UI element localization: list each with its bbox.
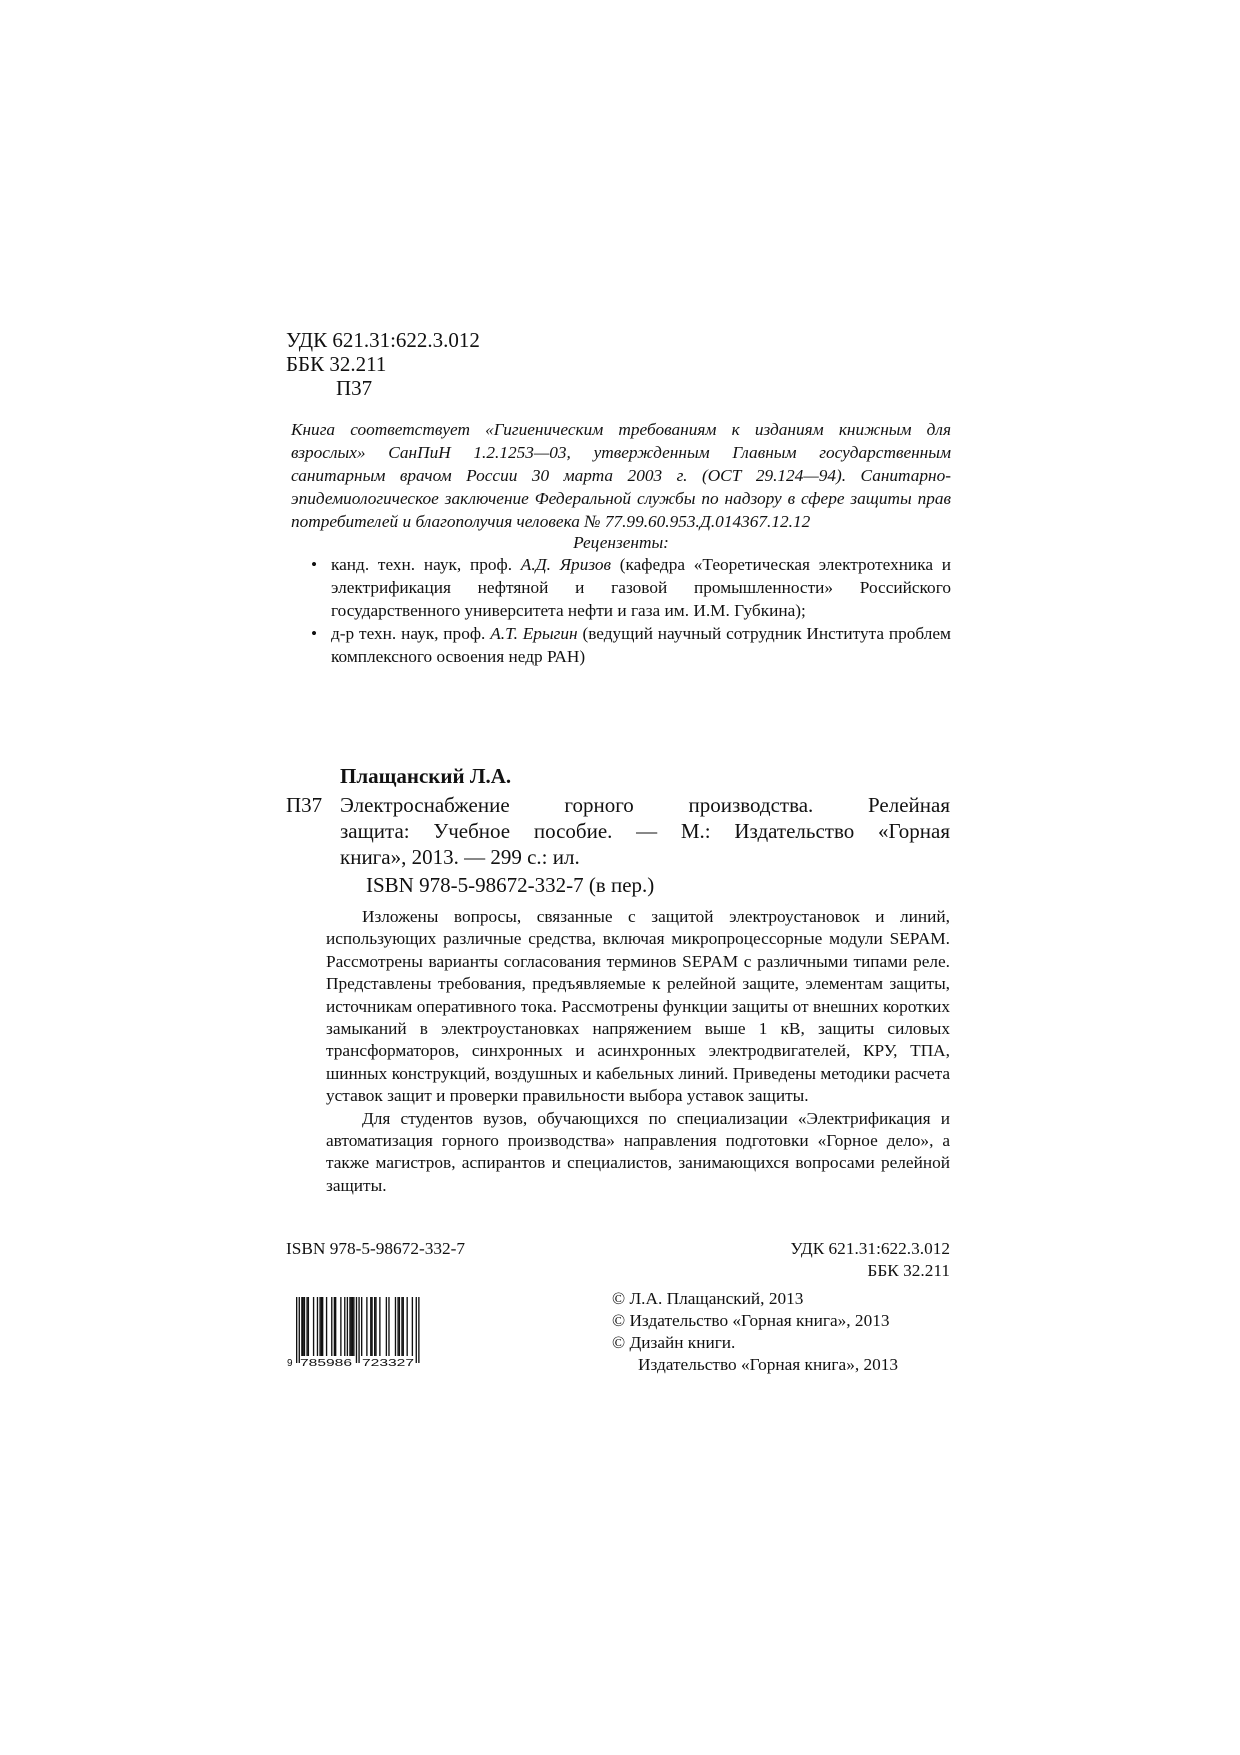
reviewers-title: Рецензенты: — [573, 533, 669, 552]
barcode-bar — [356, 1297, 357, 1363]
barcode-bar — [416, 1297, 417, 1363]
barcode-bar — [347, 1297, 348, 1356]
copyright-line: © Издательство «Горная книга», 2013 — [612, 1311, 890, 1330]
udk-code: УДК 621.31:622.3.012 — [286, 328, 480, 352]
barcode-bar — [344, 1297, 345, 1356]
barcode-bar — [319, 1297, 320, 1356]
barcode-bar — [306, 1297, 307, 1356]
reviewer-item — [291, 553, 951, 622]
copyright-line: Издательство «Горная книга», 2013 — [638, 1355, 899, 1374]
footer-codes — [700, 1238, 950, 1282]
copyright-line: © Л.А. Плащанский, 2013 — [612, 1289, 804, 1308]
barcode-bar — [397, 1297, 398, 1356]
barcode-bar — [299, 1297, 300, 1363]
barcode-bar — [304, 1297, 305, 1356]
barcode-bar — [303, 1297, 304, 1356]
book-author: Плащанский Л.А. — [340, 764, 512, 788]
barcode-bar — [322, 1297, 323, 1356]
barcode-bar — [418, 1297, 419, 1363]
book-title — [340, 792, 950, 870]
footer-bbk: ББК 32.211 — [867, 1261, 950, 1280]
abstract-paragraph: Для студентов вузов, обучающихся по специализации «Электрификация и автоматизация горного производства» направления подготовки «Горное дело», а также магистров, аспирантов и специалистов, занимающихся вопросами релейной защиты. — [326, 1108, 950, 1195]
book-code: П37 — [286, 793, 323, 817]
barcode-bar — [321, 1297, 322, 1356]
barcode-bar — [352, 1297, 353, 1356]
barcode-first-digit: 9 — [287, 1358, 293, 1368]
barcode-bar — [403, 1297, 404, 1356]
barcode-bar — [375, 1297, 376, 1356]
barcode-bar — [370, 1297, 371, 1356]
copyright-line: © Дизайн книги. — [612, 1333, 736, 1352]
barcode-bar — [401, 1297, 402, 1356]
barcode-bar — [379, 1297, 380, 1356]
barcode-bar — [407, 1297, 408, 1356]
barcode-bar — [395, 1297, 396, 1356]
barcode-bar — [308, 1297, 309, 1356]
reviewer-item — [291, 622, 951, 668]
title-line: книга», 2013. — 299 с.: ил. — [340, 845, 580, 869]
barcode-bar — [326, 1297, 327, 1356]
barcode-bar — [313, 1297, 314, 1356]
isbn-barcode — [286, 1297, 432, 1368]
barcode-bar — [399, 1297, 400, 1356]
barcode-bar — [386, 1297, 387, 1356]
barcode-bar — [335, 1297, 336, 1356]
bullet-icon: • — [311, 555, 318, 574]
classification-codes — [286, 328, 480, 400]
footer-udk: УДК 621.31:622.3.012 — [790, 1239, 950, 1258]
sanitary-notice: Книга соответствует «Гигиеническим требованиям к изданиям книжным для взрослых» СанПиН 1.2.1253—03, утвержденным Главным государственным санитарным врачом России 30 марта 2003 г. (ОСТ 29.124—94). Санитарно-эпидемиологическое заключение Федеральной службы по надзору в сфере защиты прав потребителей и благополучия человека № 77.99.60.953.Д.014367.12.12 — [291, 420, 951, 531]
copyright-block — [612, 1288, 898, 1376]
barcode-bar — [374, 1297, 375, 1356]
reviewer-degree: канд. техн. наук, проф. — [331, 555, 521, 574]
reviewer-name: А.Д. Яризов — [520, 555, 611, 574]
barcode-bar — [351, 1297, 352, 1356]
barcode-bar — [371, 1297, 372, 1356]
bbk-code: ББК 32.211 — [286, 352, 387, 376]
barcode-bar — [301, 1297, 302, 1356]
barcode-left-digits: 785986 — [300, 1358, 353, 1368]
barcode-bar — [317, 1297, 318, 1356]
reviewer-affiliation: (ведущий научный сотрудник Института проблем комплексного освоения недр РАН) — [331, 624, 951, 666]
bullet-icon: • — [311, 624, 318, 643]
barcode-right-digits: 723327 — [362, 1358, 415, 1368]
reviewers-list — [291, 553, 951, 668]
author-code: П37 — [336, 376, 373, 400]
abstract-paragraph: Изложены вопросы, связанные с защитой электроустановок и линий, использующих различные средства, включая микропроцессорные модули SEPAM. Рассмотрены варианты согласования терминов SEPAM с различными типами реле. Представлены требования, предъявляемые к релейной защите, элементам защиты, источникам оперативного тока. Рассмотрены функции защиты от внешних коротких замыканий в электроустановках напряжением выше 1 кВ, защиты силовых трансформаторов, синхронных и асинхронных электродвигателей, КРУ, ТПА, шинных конструкций, воздушных и кабельных линий. Приведены методики расчета уставок защит и проверки правильности выбора уставок защиты. — [326, 907, 950, 1106]
barcode-bar — [358, 1297, 359, 1363]
barcode-bar — [334, 1297, 335, 1356]
book-isbn: ISBN 978-5-98672-332-7 (в пер.) — [366, 873, 655, 897]
barcode-bar — [412, 1297, 413, 1356]
barcode-bars — [296, 1297, 420, 1363]
title-line: Электроснабжение горного производства. Релейная — [340, 793, 950, 817]
barcode-bar — [340, 1297, 341, 1356]
reviewer-degree: д-р техн. наук, проф. — [331, 624, 491, 643]
title-line: защита: Учебное пособие. — М.: Издательство «Горная — [340, 819, 950, 843]
reviewer-name: А.Т. Ерыгин — [490, 624, 578, 643]
barcode-bar — [331, 1297, 332, 1356]
reviewer-affiliation: (кафедра «Теоретическая электротехника и электрификация нефтяной и газовой промышленности» Российского государственного университета нефти и газа им. И.М. Губкина); — [331, 555, 951, 620]
barcode-bar — [388, 1297, 389, 1356]
barcode-bar — [353, 1297, 354, 1356]
barcode-bar — [366, 1297, 367, 1356]
footer-isbn: ISBN 978-5-98672-332-7 — [286, 1239, 466, 1258]
barcode-bar — [349, 1297, 350, 1356]
barcode-bar — [361, 1297, 362, 1356]
abstract — [326, 906, 950, 1197]
barcode-bar — [296, 1297, 297, 1363]
